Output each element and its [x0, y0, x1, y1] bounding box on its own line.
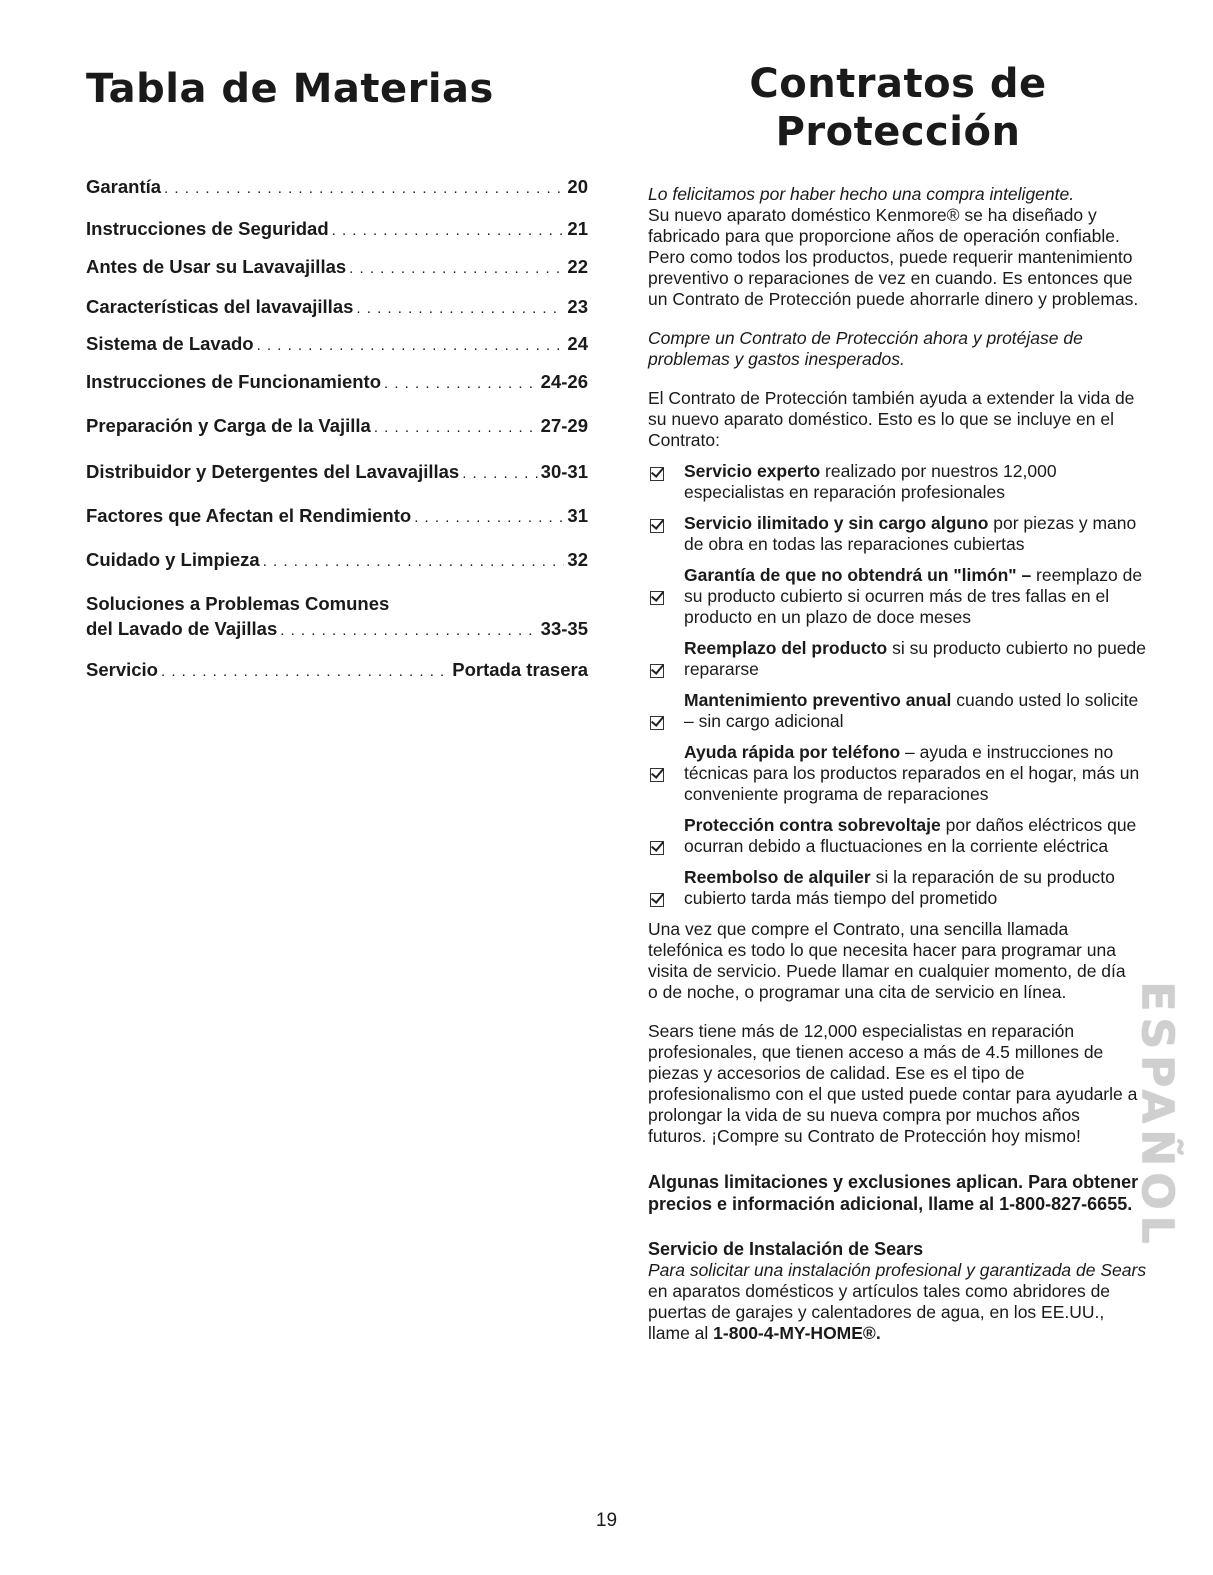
sears-paragraph: Sears tiene más de 12,000 especialistas en reparación profesionales, que tienen acceso a más de 4.5 millones de piezas y accesorios de calidad. Ese es el tipo de profesionalismo con el que usted puede contar para ayudarle a prolongar la vida de su nueva compra por muchos años futuros. ¡Compre su Contrato de Protección hoy mismo! [648, 1021, 1138, 1146]
toc-item [86, 296, 588, 320]
toc-leader-dots [257, 335, 565, 357]
checkbox-checked-icon [650, 768, 664, 782]
toc-item-label-line1: Soluciones a Problemas Comunes [86, 593, 390, 614]
intro-paragraph [648, 184, 1148, 310]
limitations-note: Algunas limitaciones y exclusiones aplican. Para obtener precios e información adicional, llame al 1-800-827-6655. [648, 1172, 1139, 1214]
checkbox-checked-icon [650, 841, 664, 855]
benefit-item [648, 867, 1148, 909]
toc-leader-dots [349, 258, 564, 280]
benefit-text: por daños eléctricos que ocurran debido a fluctuaciones en la corriente eléctrica [684, 815, 1137, 856]
benefit-title: Protección contra sobrevoltaje [684, 815, 941, 835]
checkbox-checked-icon [650, 893, 664, 907]
toc-item-page: 32 [567, 549, 588, 570]
benefit-item [648, 690, 1148, 732]
toc-item-label: Instrucciones de Funcionamiento [86, 371, 382, 392]
language-side-tab [1128, 980, 1186, 1250]
toc-title: Tabla de Materias [86, 66, 494, 112]
benefit-title: Reembolso de alquiler [684, 867, 871, 887]
protection-contracts-section [648, 60, 1148, 1344]
toc-item-page: 22 [567, 256, 588, 277]
toc-item [86, 218, 588, 242]
benefit-text: realizado por nuestros 12,000 especialistas en reparación profesionales [684, 461, 1057, 502]
benefit-item [648, 513, 1148, 555]
toc-item [86, 371, 588, 395]
toc-item-page: 24-26 [540, 371, 588, 392]
toc-item-label: Factores que Afectan el Rendimiento [86, 505, 412, 526]
protection-title-line1: Contratos de [749, 61, 1047, 107]
table-of-contents [86, 66, 588, 683]
toc-item [86, 549, 588, 573]
benefit-text: si la reparación de su producto cubierto tarda más tiempo del prometido [684, 867, 1115, 908]
benefit-text: si su producto cubierto no puede repararse [684, 638, 1147, 679]
toc-leader-dots [161, 661, 449, 683]
toc-item-label: Cuidado y Limpieza [86, 549, 260, 570]
toc-leader-dots [384, 373, 538, 395]
includes-paragraph: El Contrato de Protección también ayuda a extender la vida de su nuevo aparato doméstico. Esto es lo que se incluye en el Contrato: [648, 388, 1135, 450]
benefit-item [648, 742, 1148, 805]
checkbox-checked-icon [650, 664, 664, 678]
benefit-list [648, 461, 1148, 909]
benefit-item [648, 565, 1148, 628]
toc-leader-dots [414, 507, 564, 529]
installation-paragraph [648, 1260, 1148, 1344]
toc-item-label: Distribuidor y Detergentes del Lavavajillas [86, 461, 460, 482]
toc-item-label: Sistema de Lavado [86, 333, 254, 354]
benefit-item [648, 638, 1148, 680]
toc-item [86, 659, 588, 683]
toc-item [86, 461, 588, 485]
toc-leader-dots [332, 220, 565, 242]
toc-item [86, 415, 588, 439]
protection-title [748, 60, 1048, 156]
toc-leader-dots [263, 551, 565, 573]
benefit-text: reemplazo de su producto cubierto si ocurren más de tres fallas en el producto en un plazo de doce meses [684, 565, 1143, 627]
call-paragraph: Una vez que compre el Contrato, una sencilla llamada telefónica es todo lo que necesita hacer para programar una visita de servicio. Puede llamar en cualquier momento, de día o de noche, o programar una cita de servicio en línea. [648, 919, 1126, 1002]
protection-title-line2: Protección [775, 109, 1021, 155]
checkbox-checked-icon [650, 467, 664, 481]
toc-item-page: 30-31 [540, 461, 588, 482]
installation-phone: 1-800-4-MY-HOME®. [713, 1323, 881, 1343]
installation-italic: Para solicitar una instalación profesional y garantizada de Sears [648, 1260, 1147, 1280]
benefit-item [648, 815, 1148, 857]
toc-item [86, 593, 588, 642]
toc-item-page: 21 [567, 218, 588, 239]
toc-item-page: 24 [567, 333, 588, 354]
benefit-title: Mantenimiento preventivo anual [684, 690, 952, 710]
toc-item-label: Garantía [86, 176, 162, 197]
benefit-title: Servicio ilimitado y sin cargo alguno [684, 513, 989, 533]
toc-item [86, 505, 588, 529]
toc-leader-dots [280, 620, 537, 642]
language-side-tab-label: ESPAÑOL [1131, 980, 1183, 1250]
benefit-title: Servicio experto [684, 461, 821, 481]
toc-item-page: Portada trasera [452, 659, 588, 680]
toc-item-page: 23 [567, 296, 588, 317]
benefit-title: Garantía de que no obtendrá un "limón" – [684, 565, 1032, 585]
page-number: 19 [595, 1510, 618, 1531]
intro-italic: Lo felicitamos por haber hecho una compra inteligente. [648, 184, 1075, 204]
installation-heading: Servicio de Instalación de Sears [648, 1239, 924, 1259]
intro-body: Su nuevo aparato doméstico Kenmore® se ha diseñado y fabricado para que proporcione años de operación confiable. Pero como todos los productos, puede requerir mantenimiento preventivo o reparaciones de vez en cuando. Es entonces que un Contrato de Protección puede ahorrarle dinero y problemas. [648, 205, 1139, 309]
toc-list [86, 176, 588, 683]
toc-item-page: 31 [567, 505, 588, 526]
installation-text: en aparatos domésticos y artículos tales como abridores de puertas de garajes y calentadores de agua, en los EE.UU., llame al [648, 1281, 1111, 1343]
benefit-item [648, 461, 1148, 503]
checkbox-checked-icon [650, 519, 664, 533]
benefit-title: Ayuda rápida por teléfono [684, 742, 901, 762]
toc-item [86, 256, 588, 280]
benefit-text: – ayuda e instrucciones no técnicas para los productos reparados en el hogar, más un conveniente programa de reparaciones [684, 742, 1140, 804]
checkbox-checked-icon [650, 716, 664, 730]
benefit-title: Reemplazo del producto [684, 638, 888, 658]
toc-item-label: Preparación y Carga de la Vajilla [86, 415, 371, 436]
benefit-text: por piezas y mano de obra en todas las reparaciones cubiertas [684, 513, 1137, 554]
toc-leader-dots [374, 417, 538, 439]
toc-item-label: del Lavado de Vajillas [86, 618, 278, 639]
toc-item-page: 20 [567, 176, 588, 197]
toc-item-label: Antes de Usar su Lavavajillas [86, 256, 347, 277]
toc-item-page: 27-29 [540, 415, 588, 436]
benefit-text: cuando usted lo solicite – sin cargo adicional [684, 690, 1139, 731]
toc-item-label: Características del lavavajillas [86, 296, 354, 317]
toc-item [86, 176, 588, 200]
checkbox-checked-icon [650, 591, 664, 605]
toc-item-page: 33-35 [540, 618, 588, 639]
toc-leader-dots [164, 178, 564, 200]
toc-item-label: Instrucciones de Seguridad [86, 218, 329, 239]
buy-now-note: Compre un Contrato de Protección ahora y protéjase de problemas y gastos inesperados. [648, 328, 1083, 369]
toc-item [86, 333, 588, 357]
toc-leader-dots [462, 463, 537, 485]
toc-item-label: Servicio [86, 659, 158, 680]
toc-leader-dots [356, 298, 564, 320]
